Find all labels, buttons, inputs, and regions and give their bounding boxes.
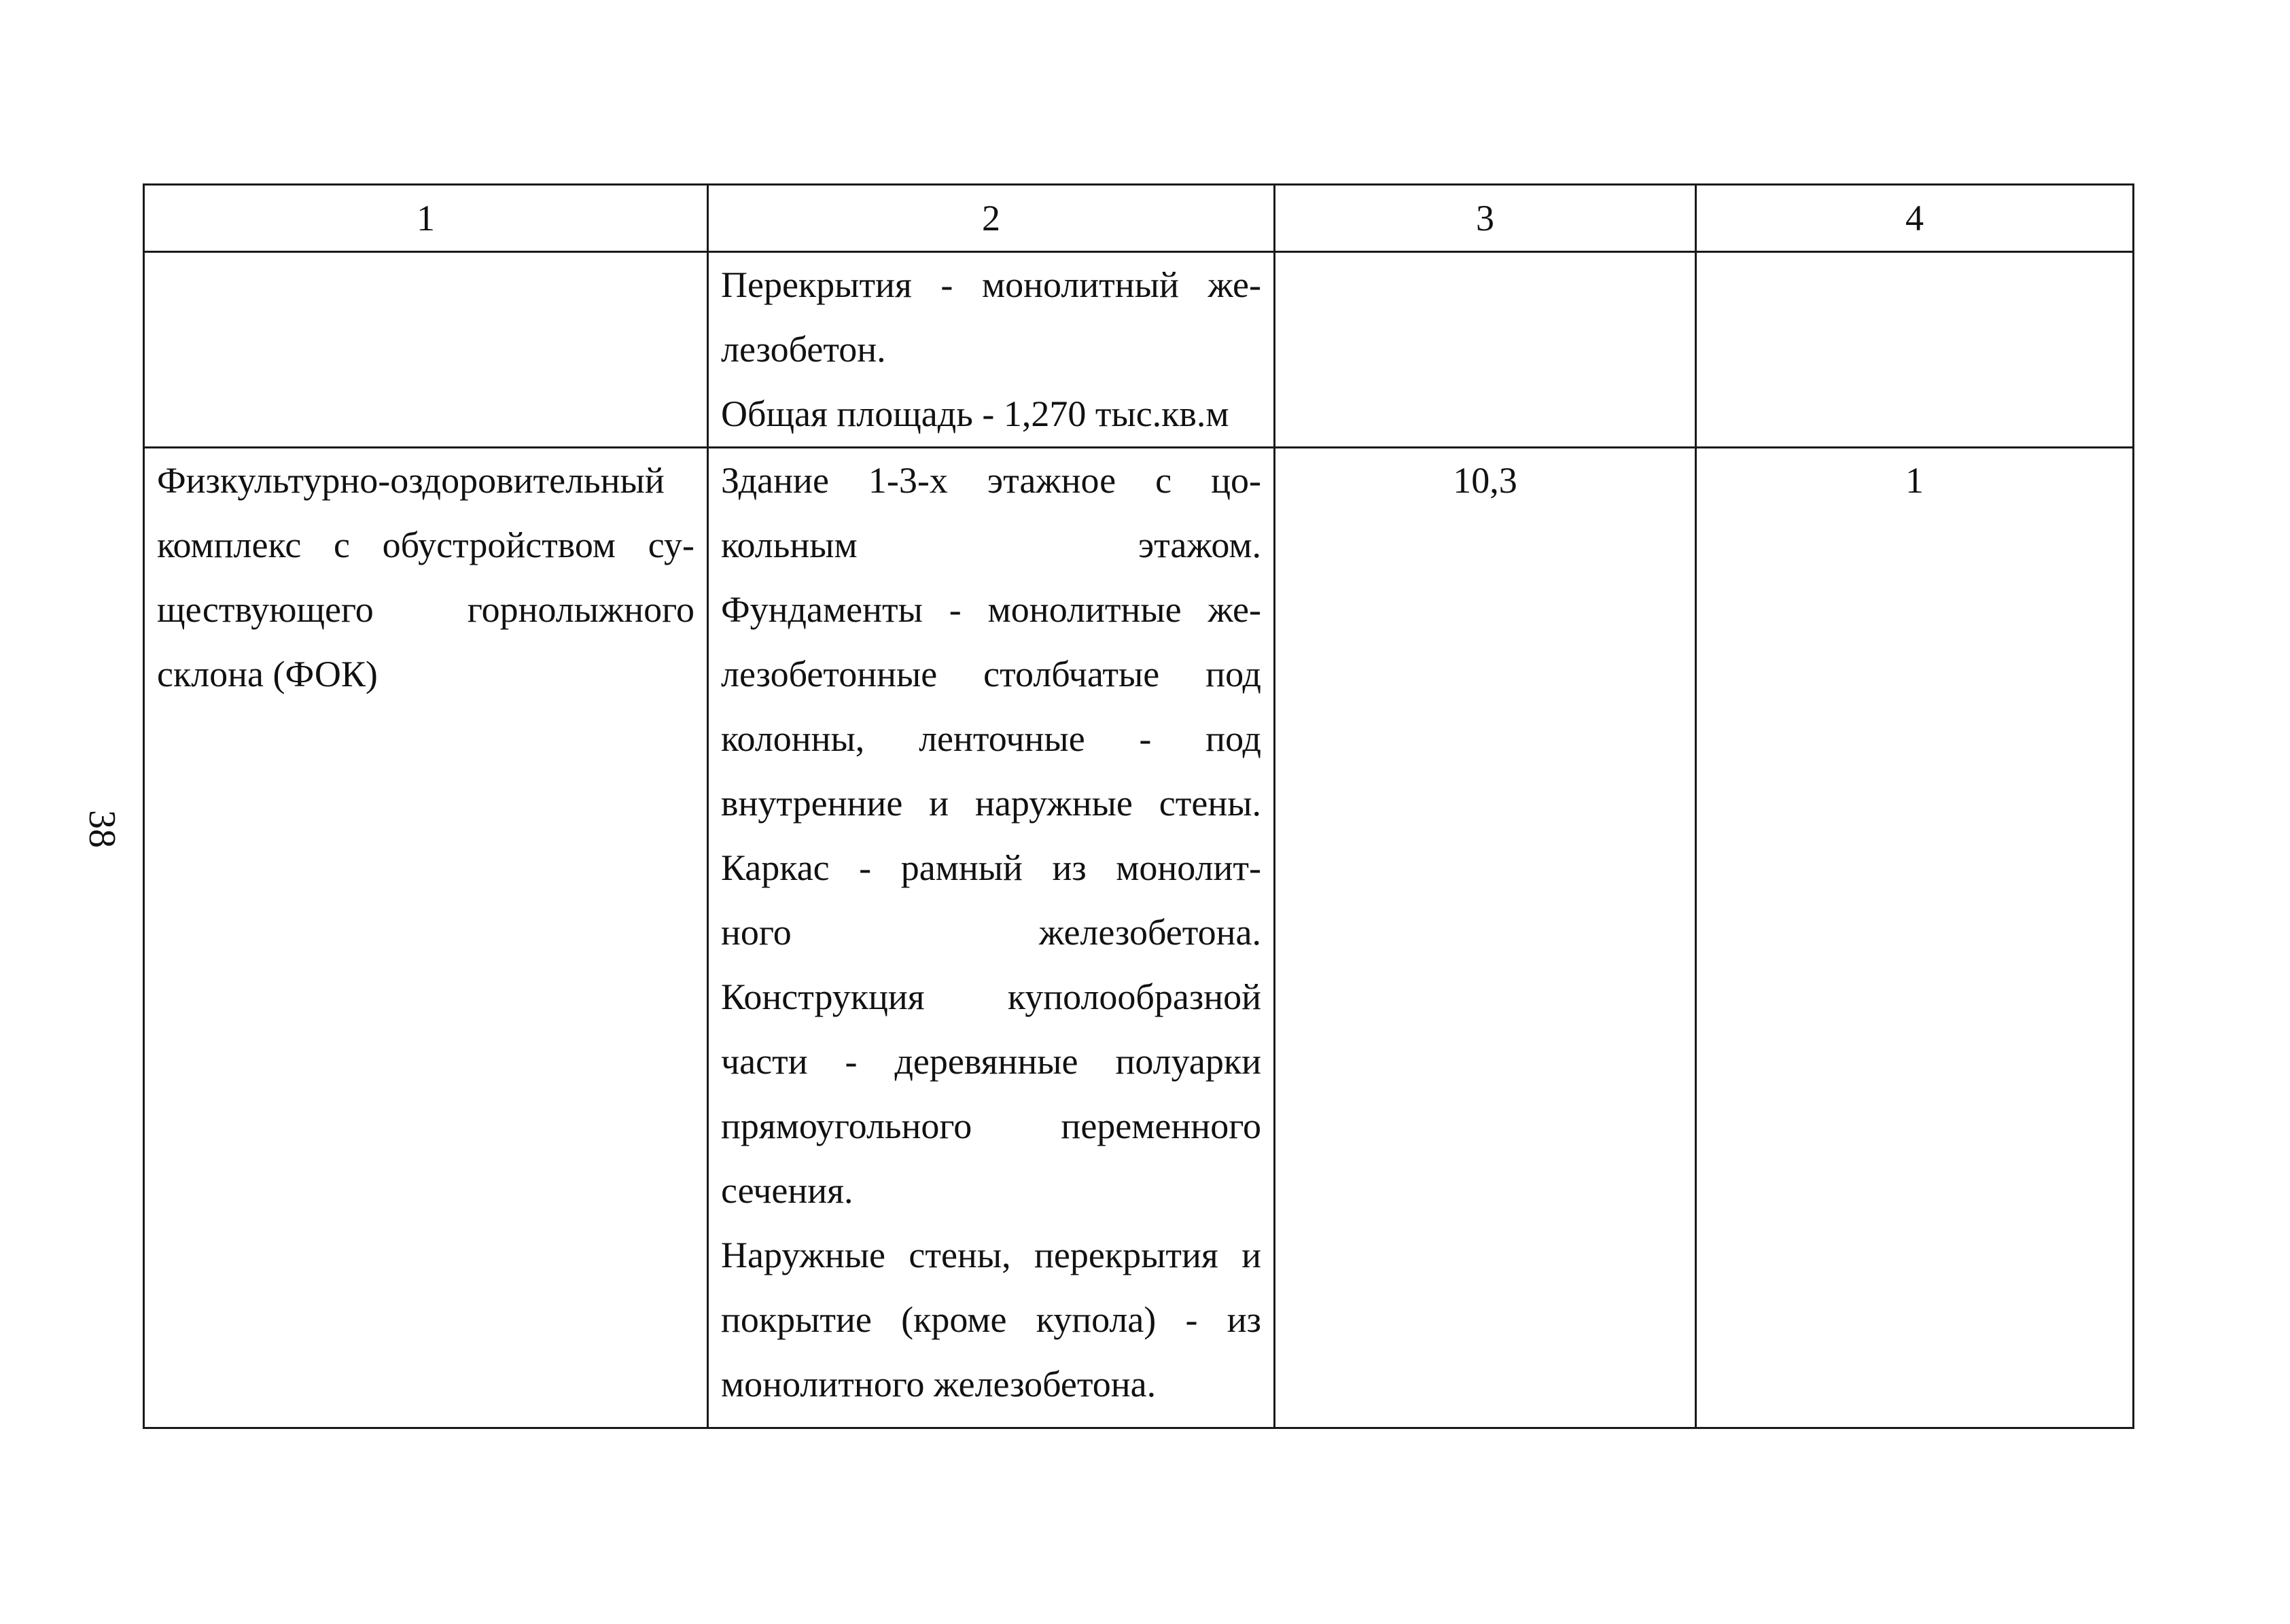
cell-text-line: склона (ФОК) [157, 654, 378, 694]
row-2-col3-value: 10,3 [1453, 460, 1517, 501]
table-header-row [144, 185, 2134, 252]
header-col-3: 3 [1275, 185, 1696, 252]
cell-text-line: Перекрытия - монолитный же- [721, 264, 1261, 305]
header-col-2: 2 [708, 185, 1275, 252]
row-2-object-cell [144, 448, 708, 1428]
row-2-description-cell [708, 448, 1275, 1428]
header-col-1: 1 [144, 185, 708, 252]
cell-text-line: Фундаменты - монолитные же- [721, 589, 1261, 630]
row-1-col4-cell [1696, 252, 2134, 448]
row-1-col3-cell [1275, 252, 1696, 448]
cell-text-line: лезобетон. [721, 329, 886, 370]
cell-text-line: Каркас - рамный из монолит- [721, 847, 1261, 888]
row-2-col4-value: 1 [1905, 460, 1924, 501]
cell-text-line: Общая площадь - 1,270 тыс.кв.м [721, 393, 1229, 434]
row-2-col3-cell [1275, 448, 1696, 1428]
row-1-object-cell [144, 252, 708, 448]
cell-text-line: ществующего горнолыжного [157, 589, 694, 630]
cell-text-line: Физкультурно-оздоровительный [157, 460, 665, 501]
cell-text-line: лезобетонные столбчатые под [721, 654, 1261, 694]
row-2-col4-cell [1696, 448, 2134, 1428]
cell-text-line: части - деревянные полуарки [721, 1041, 1261, 1082]
cell-text-line: комплекс с обустройством су- [157, 525, 694, 565]
cell-text-line: внутренние и наружные стены. [721, 783, 1261, 824]
cell-text-line: Здание 1-3-х этажное с цо- [721, 460, 1261, 501]
cell-text-line: покрытие (кроме купола) - из [721, 1299, 1261, 1340]
cell-text-line: кольным этажом. [721, 525, 1261, 565]
cell-text-line: Конструкция куполообразной [721, 976, 1261, 1017]
page-number: 38 [81, 810, 123, 848]
cell-text-line: монолитного железобетона. [721, 1364, 1157, 1405]
cell-text-line: ного железобетона. [721, 912, 1261, 953]
document-table [143, 183, 2134, 1429]
table-row [144, 448, 2134, 1428]
header-col-4: 4 [1696, 185, 2134, 252]
cell-text-line: прямоугольного переменного [721, 1106, 1261, 1146]
cell-text-line: Наружные стены, перекрытия и [721, 1235, 1261, 1275]
table-row [144, 252, 2134, 448]
row-1-description-cell [708, 252, 1275, 448]
cell-text-line: сечения. [721, 1170, 853, 1211]
cell-text-line: колонны, ленточные - под [721, 718, 1261, 759]
